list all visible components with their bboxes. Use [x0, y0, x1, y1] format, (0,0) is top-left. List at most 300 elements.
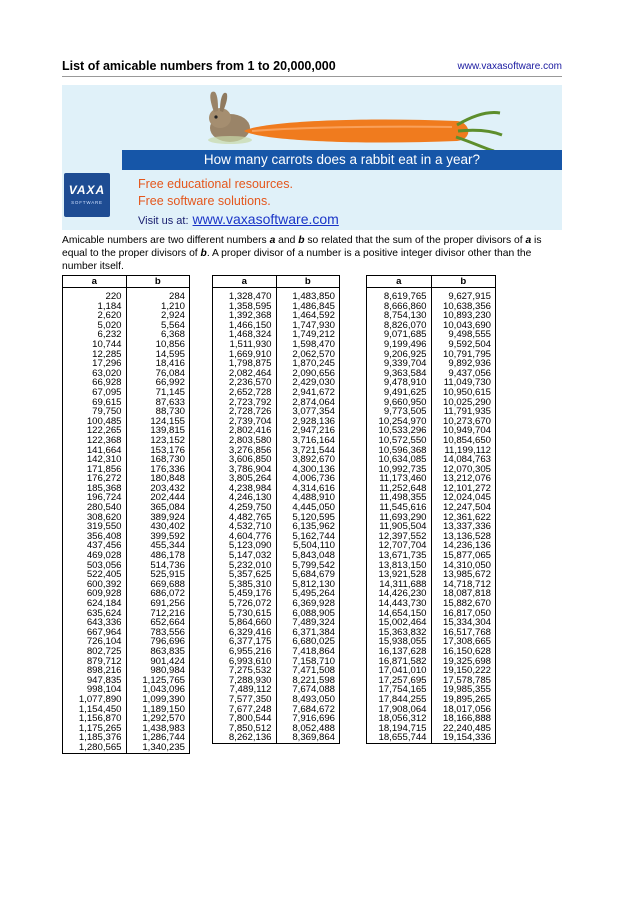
cell-a: 2,236,570	[213, 378, 277, 388]
cell-b: 124,155	[126, 417, 190, 427]
cell-a: 14,654,150	[367, 609, 432, 619]
cell-b: 5,504,110	[276, 541, 340, 551]
cell-a: 69,615	[63, 398, 127, 408]
cell-b: 10,638,356	[431, 302, 496, 312]
cell-a: 879,712	[63, 657, 127, 667]
cell-a: 2,803,580	[213, 436, 277, 446]
cell-a: 1,466,150	[213, 321, 277, 331]
cell-b: 11,791,935	[431, 407, 496, 417]
cell-a: 356,408	[63, 532, 127, 542]
cell-a: 898,216	[63, 666, 127, 676]
cell-a: 13,671,735	[367, 551, 432, 561]
cell-b: 19,325,698	[431, 657, 496, 667]
cell-b: 10,950,615	[431, 388, 496, 398]
cell-b: 10,043,690	[431, 321, 496, 331]
cell-b: 1,438,983	[126, 724, 190, 734]
cell-a: 667,964	[63, 628, 127, 638]
tagline-resources: Free educational resources.	[138, 177, 293, 191]
cell-b: 486,178	[126, 551, 190, 561]
cell-a: 11,905,504	[367, 522, 432, 532]
cell-a: 66,928	[63, 378, 127, 388]
promo-banner[interactable]	[62, 85, 562, 230]
cell-b: 1,043,096	[126, 685, 190, 695]
cell-b: 10,791,795	[431, 350, 496, 360]
cell-a: 12,707,704	[367, 541, 432, 551]
cell-a: 7,800,544	[213, 714, 277, 724]
cell-b: 1,099,390	[126, 695, 190, 705]
cell-b: 12,361,622	[431, 513, 496, 523]
cell-b: 168,730	[126, 455, 190, 465]
cell-a: 17,908,064	[367, 705, 432, 715]
cell-a: 1,328,470	[213, 292, 277, 302]
cell-b: 5,843,048	[276, 551, 340, 561]
var-a: a	[269, 235, 276, 246]
cell-b: 4,300,136	[276, 465, 340, 475]
cell-b: 796,696	[126, 637, 190, 647]
cell-b: 4,488,910	[276, 493, 340, 503]
cell-a: 196,724	[63, 493, 127, 503]
cell-a: 171,856	[63, 465, 127, 475]
cell-b: 7,684,672	[276, 705, 340, 715]
cell-b: 901,424	[126, 657, 190, 667]
cell-a: 5,232,010	[213, 561, 277, 571]
cell-a: 16,137,628	[367, 647, 432, 657]
cell-a: 308,620	[63, 513, 127, 523]
cell-a: 5,864,660	[213, 618, 277, 628]
cell-a: 220	[63, 292, 127, 302]
cell-b: 1,189,150	[126, 705, 190, 715]
cell-a: 643,336	[63, 618, 127, 628]
visit-label: Visit us at:	[138, 215, 189, 227]
cell-a: 15,363,832	[367, 628, 432, 638]
cell-b: 180,848	[126, 474, 190, 484]
cell-b: 5,812,130	[276, 580, 340, 590]
question-bar: How many carrots does a rabbit eat in a year?	[122, 150, 562, 170]
cell-b: 686,072	[126, 589, 190, 599]
cell-b: 19,150,222	[431, 666, 496, 676]
cell-a: 176,272	[63, 474, 127, 484]
cell-a: 4,532,710	[213, 522, 277, 532]
site-link[interactable]: www.vaxasoftware.com	[457, 61, 562, 72]
cell-a: 6,329,416	[213, 628, 277, 638]
cell-b: 13,212,076	[431, 474, 496, 484]
cell-a: 12,397,552	[367, 532, 432, 542]
cell-a: 1,154,450	[63, 705, 127, 715]
cell-a: 624,184	[63, 599, 127, 609]
cell-b: 2,090,656	[276, 369, 340, 379]
cell-b: 7,471,508	[276, 666, 340, 676]
cell-a: 15,938,055	[367, 637, 432, 647]
cell-b: 9,892,936	[431, 359, 496, 369]
cell-a: 3,606,850	[213, 455, 277, 465]
cell-b: 203,432	[126, 484, 190, 494]
cell-a: 5,123,090	[213, 541, 277, 551]
cell-b: 455,344	[126, 541, 190, 551]
cell-a: 9,491,625	[367, 388, 432, 398]
cell-a: 4,238,984	[213, 484, 277, 494]
cell-b: 5,799,542	[276, 561, 340, 571]
cell-b: 5,495,264	[276, 589, 340, 599]
tagline-software: Free software solutions.	[138, 194, 271, 208]
cell-b: 16,150,628	[431, 647, 496, 657]
column-header-a: a	[367, 276, 432, 288]
cell-b: 6,680,025	[276, 637, 340, 647]
cell-a: 5,147,032	[213, 551, 277, 561]
cell-b: 14,718,712	[431, 580, 496, 590]
cell-b: 365,084	[126, 503, 190, 513]
cell-b: 652,664	[126, 618, 190, 628]
cell-a: 5,726,072	[213, 599, 277, 609]
cell-a: 1,175,265	[63, 724, 127, 734]
cell-a: 635,624	[63, 609, 127, 619]
cell-b: 13,985,672	[431, 570, 496, 580]
page-title: List of amicable numbers from 1 to 20,000,000	[62, 59, 336, 73]
cell-a: 100,485	[63, 417, 127, 427]
cell-a: 1,280,565	[63, 743, 127, 753]
column-header-a: a	[63, 276, 127, 288]
cell-a: 9,363,584	[367, 369, 432, 379]
cell-b: 17,578,785	[431, 676, 496, 686]
cell-a: 8,826,070	[367, 321, 432, 331]
cell-a: 10,572,550	[367, 436, 432, 446]
cell-a: 11,693,290	[367, 513, 432, 523]
cell-a: 2,802,416	[213, 426, 277, 436]
amicable-table-1	[62, 275, 190, 754]
cell-b: 18,017,056	[431, 705, 496, 715]
cell-b: 10,893,230	[431, 311, 496, 321]
cell-a: 9,773,505	[367, 407, 432, 417]
cell-b: 6,371,384	[276, 628, 340, 638]
table-row	[213, 733, 340, 743]
cell-a: 5,385,310	[213, 580, 277, 590]
cell-a: 1,358,595	[213, 302, 277, 312]
cell-b: 1,749,212	[276, 330, 340, 340]
cell-a: 2,082,464	[213, 369, 277, 379]
cell-b: 9,498,555	[431, 330, 496, 340]
cell-b: 7,489,324	[276, 618, 340, 628]
column-header-b: b	[431, 276, 496, 288]
cell-b: 7,674,088	[276, 685, 340, 695]
cell-b: 13,136,528	[431, 532, 496, 542]
cell-a: 15,002,464	[367, 618, 432, 628]
cell-a: 947,835	[63, 676, 127, 686]
cell-a: 2,739,704	[213, 417, 277, 427]
cell-a: 1,511,930	[213, 340, 277, 350]
cell-a: 185,368	[63, 484, 127, 494]
cell-a: 13,921,528	[367, 570, 432, 580]
cell-b: 10,856	[126, 340, 190, 350]
cell-b: 11,199,112	[431, 446, 496, 456]
cell-b: 5,684,679	[276, 570, 340, 580]
cell-a: 4,259,750	[213, 503, 277, 513]
cell-a: 18,655,744	[367, 733, 432, 743]
cell-b: 10,949,704	[431, 426, 496, 436]
cell-b: 19,154,336	[431, 733, 496, 743]
vaxa-logo	[64, 173, 110, 217]
cell-a: 5,020	[63, 321, 127, 331]
cell-b: 18,087,818	[431, 589, 496, 599]
cell-a: 5,459,176	[213, 589, 277, 599]
cell-a: 63,020	[63, 369, 127, 379]
logo-sub-text: SOFTWARE	[71, 200, 103, 205]
cell-a: 4,604,776	[213, 532, 277, 542]
cell-b: 6,369,928	[276, 599, 340, 609]
cell-a: 10,744	[63, 340, 127, 350]
cell-b: 4,006,736	[276, 474, 340, 484]
cell-a: 802,725	[63, 647, 127, 657]
cell-b: 7,418,864	[276, 647, 340, 657]
cell-b: 12,247,504	[431, 503, 496, 513]
cell-a: 7,677,248	[213, 705, 277, 715]
column-header-a: a	[213, 276, 277, 288]
page-header	[62, 58, 562, 77]
cell-b: 14,595	[126, 350, 190, 360]
cell-a: 14,443,730	[367, 599, 432, 609]
cell-a: 67,095	[63, 388, 127, 398]
cell-a: 17,296	[63, 359, 127, 369]
cell-a: 11,173,460	[367, 474, 432, 484]
cell-b: 2,062,570	[276, 350, 340, 360]
cell-b: 669,688	[126, 580, 190, 590]
cell-a: 3,786,904	[213, 465, 277, 475]
cell-b: 15,334,304	[431, 618, 496, 628]
cell-a: 726,104	[63, 637, 127, 647]
cell-b: 14,310,050	[431, 561, 496, 571]
cell-b: 16,817,050	[431, 609, 496, 619]
cell-a: 2,652,728	[213, 388, 277, 398]
cell-a: 16,871,582	[367, 657, 432, 667]
cell-b: 14,236,136	[431, 541, 496, 551]
cell-b: 2,941,672	[276, 388, 340, 398]
cell-a: 17,754,165	[367, 685, 432, 695]
cell-a: 11,498,355	[367, 493, 432, 503]
cell-a: 1,392,368	[213, 311, 277, 321]
cell-b: 691,256	[126, 599, 190, 609]
cell-a: 10,992,735	[367, 465, 432, 475]
cell-a: 6,232	[63, 330, 127, 340]
cell-a: 141,664	[63, 446, 127, 456]
cell-b: 8,221,598	[276, 676, 340, 686]
cell-b: 3,077,354	[276, 407, 340, 417]
cell-b: 514,736	[126, 561, 190, 571]
cell-a: 10,254,970	[367, 417, 432, 427]
cell-b: 1,486,845	[276, 302, 340, 312]
cell-b: 6,135,962	[276, 522, 340, 532]
cell-b: 4,445,050	[276, 503, 340, 513]
cell-b: 1,125,765	[126, 676, 190, 686]
cell-a: 1,184	[63, 302, 127, 312]
carrot-icon	[242, 109, 504, 153]
cell-b: 284	[126, 292, 190, 302]
cell-b: 863,835	[126, 647, 190, 657]
cell-a: 2,723,792	[213, 398, 277, 408]
cell-a: 14,311,688	[367, 580, 432, 590]
cell-b: 12,024,045	[431, 493, 496, 503]
cell-a: 9,660,950	[367, 398, 432, 408]
cell-b: 1,292,570	[126, 714, 190, 724]
cell-b: 18,416	[126, 359, 190, 369]
cell-b: 5,120,595	[276, 513, 340, 523]
cell-a: 9,339,704	[367, 359, 432, 369]
cell-a: 7,489,112	[213, 685, 277, 695]
cell-b: 22,240,485	[431, 724, 496, 734]
cell-a: 600,392	[63, 580, 127, 590]
cell-b: 1,210	[126, 302, 190, 312]
column-header-b: b	[126, 276, 190, 288]
cell-a: 4,246,130	[213, 493, 277, 503]
cell-b: 14,084,763	[431, 455, 496, 465]
cell-a: 1,669,910	[213, 350, 277, 360]
cell-b: 525,915	[126, 570, 190, 580]
cell-b: 123,152	[126, 436, 190, 446]
table-row	[63, 743, 190, 753]
cell-b: 11,049,730	[431, 378, 496, 388]
cell-b: 176,336	[126, 465, 190, 475]
cell-a: 8,262,136	[213, 733, 277, 743]
cell-a: 2,728,726	[213, 407, 277, 417]
cell-a: 5,730,615	[213, 609, 277, 619]
cell-a: 11,545,616	[367, 503, 432, 513]
cell-b: 87,633	[126, 398, 190, 408]
cell-b: 5,162,744	[276, 532, 340, 542]
cell-b: 6,368	[126, 330, 190, 340]
cell-a: 2,620	[63, 311, 127, 321]
cell-b: 15,882,670	[431, 599, 496, 609]
cell-a: 1,077,890	[63, 695, 127, 705]
cell-b: 17,308,665	[431, 637, 496, 647]
cell-b: 12,070,305	[431, 465, 496, 475]
cell-b: 1,870,245	[276, 359, 340, 369]
cell-b: 2,947,216	[276, 426, 340, 436]
cell-a: 18,056,312	[367, 714, 432, 724]
cell-a: 7,275,532	[213, 666, 277, 676]
cell-a: 609,928	[63, 589, 127, 599]
cell-b: 4,314,616	[276, 484, 340, 494]
cell-a: 1,185,376	[63, 733, 127, 743]
var-b: b	[298, 235, 305, 246]
table-row	[367, 733, 496, 743]
cell-b: 6,088,905	[276, 609, 340, 619]
cell-a: 7,288,930	[213, 676, 277, 686]
cell-a: 7,850,512	[213, 724, 277, 734]
cell-b: 1,483,850	[276, 292, 340, 302]
cell-a: 12,285	[63, 350, 127, 360]
visit-url-link[interactable]: www.vaxasoftware.com	[192, 211, 339, 227]
cell-b: 12,101,272	[431, 484, 496, 494]
cell-a: 469,028	[63, 551, 127, 561]
cell-b: 88,730	[126, 407, 190, 417]
cell-a: 6,993,610	[213, 657, 277, 667]
cell-a: 998,104	[63, 685, 127, 695]
cell-b: 10,854,650	[431, 436, 496, 446]
cell-b: 8,369,864	[276, 733, 340, 743]
cell-b: 9,592,504	[431, 340, 496, 350]
cell-b: 7,158,710	[276, 657, 340, 667]
cell-b: 430,402	[126, 522, 190, 532]
cell-b: 783,556	[126, 628, 190, 638]
cell-b: 1,286,744	[126, 733, 190, 743]
cell-b: 16,517,768	[431, 628, 496, 638]
cell-b: 389,924	[126, 513, 190, 523]
cell-b: 3,892,670	[276, 455, 340, 465]
cell-a: 6,955,216	[213, 647, 277, 657]
cell-b: 1,340,235	[126, 743, 190, 753]
cell-b: 19,895,265	[431, 695, 496, 705]
amicable-table-2	[212, 275, 340, 744]
cell-a: 280,540	[63, 503, 127, 513]
cell-a: 18,194,715	[367, 724, 432, 734]
cell-b: 2,924	[126, 311, 190, 321]
cell-b: 2,429,030	[276, 378, 340, 388]
cell-b: 712,216	[126, 609, 190, 619]
cell-b: 71,145	[126, 388, 190, 398]
cell-b: 7,916,696	[276, 714, 340, 724]
cell-a: 17,041,010	[367, 666, 432, 676]
cell-a: 437,456	[63, 541, 127, 551]
cell-b: 202,444	[126, 493, 190, 503]
cell-a: 319,550	[63, 522, 127, 532]
cell-a: 8,666,860	[367, 302, 432, 312]
cell-b: 2,928,136	[276, 417, 340, 427]
cell-a: 9,206,925	[367, 350, 432, 360]
cell-b: 15,877,065	[431, 551, 496, 561]
cell-a: 5,357,625	[213, 570, 277, 580]
cell-b: 5,564	[126, 321, 190, 331]
cell-b: 10,273,670	[431, 417, 496, 427]
cell-b: 9,627,915	[431, 292, 496, 302]
cell-a: 10,533,296	[367, 426, 432, 436]
cell-b: 8,493,050	[276, 695, 340, 705]
cell-b: 1,747,930	[276, 321, 340, 331]
cell-a: 4,482,765	[213, 513, 277, 523]
cell-a: 10,596,368	[367, 446, 432, 456]
cell-a: 503,056	[63, 561, 127, 571]
cell-b: 76,084	[126, 369, 190, 379]
logo-main-text: VAXA	[68, 183, 106, 197]
cell-b: 2,874,064	[276, 398, 340, 408]
cell-a: 122,368	[63, 436, 127, 446]
cell-b: 3,716,164	[276, 436, 340, 446]
visit-line	[138, 211, 339, 227]
cell-a: 79,750	[63, 407, 127, 417]
cell-a: 142,310	[63, 455, 127, 465]
amicable-table-3	[366, 275, 496, 744]
cell-b: 153,176	[126, 446, 190, 456]
cell-b: 18,166,888	[431, 714, 496, 724]
cell-a: 122,265	[63, 426, 127, 436]
cell-b: 399,592	[126, 532, 190, 542]
cell-a: 13,813,150	[367, 561, 432, 571]
cell-a: 10,634,085	[367, 455, 432, 465]
cell-b: 66,992	[126, 378, 190, 388]
cell-a: 8,619,765	[367, 292, 432, 302]
cell-a: 9,478,910	[367, 378, 432, 388]
column-header-b: b	[276, 276, 340, 288]
cell-a: 1,798,875	[213, 359, 277, 369]
cell-a: 7,577,350	[213, 695, 277, 705]
cell-b: 3,721,544	[276, 446, 340, 456]
cell-a: 8,754,130	[367, 311, 432, 321]
cell-b: 19,985,355	[431, 685, 496, 695]
cell-b: 10,025,290	[431, 398, 496, 408]
cell-a: 3,276,856	[213, 446, 277, 456]
cell-b: 13,337,336	[431, 522, 496, 532]
cell-b: 8,052,488	[276, 724, 340, 734]
cell-a: 9,071,685	[367, 330, 432, 340]
cell-a: 11,252,648	[367, 484, 432, 494]
cell-b: 980,984	[126, 666, 190, 676]
cell-a: 6,377,175	[213, 637, 277, 647]
